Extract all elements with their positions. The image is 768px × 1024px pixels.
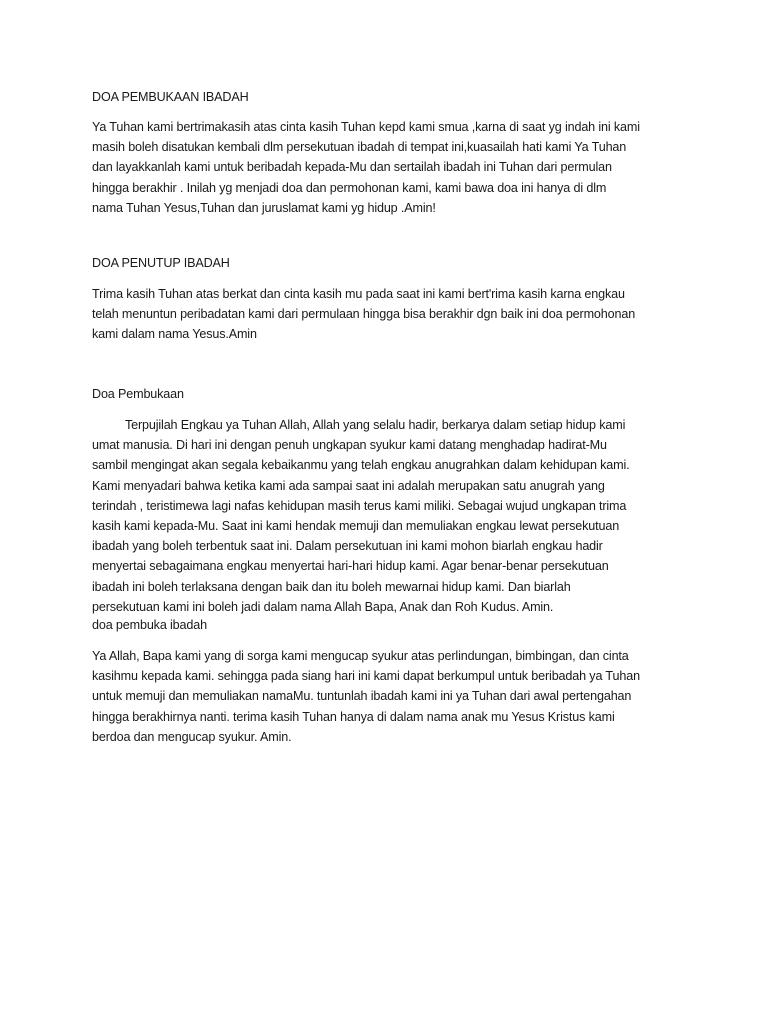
heading-doa-pembuka-ibadah <box>92 615 207 635</box>
text-line: untuk memuji dan memuliakan namaMu. tuntunlah ibadah kami ini ya Tuhan dari awal pertengahan <box>92 689 632 704</box>
text-line: hingga berakhirnya nanti. terima kasih Tuhan hanya di dalam nama anak mu Yesus Kristus kami <box>92 709 615 724</box>
text-line: hingga berakhir . Inilah yg menjadi doa dan permohonan kami, kami bawa doa ini hanya di dlm <box>92 180 607 195</box>
text-line: menyertai sebagaimana engkau menyertai hari-hari hidup kami. Agar benar-benar persekutuan <box>92 559 609 574</box>
text-line: ibadah yang boleh terbentuk saat ini. Dalam persekutuan ini kami mohon biarlah engkau hadir <box>92 539 603 554</box>
heading-text: Doa Pembukaan <box>92 387 184 401</box>
text-line: nama Tuhan Yesus,Tuhan dan juruslamat kami yg hidup .Amin! <box>92 200 436 215</box>
heading-text: DOA PEMBUKAAN IBADAH <box>92 90 249 104</box>
paragraph-doa-penutup-ibadah <box>92 284 635 345</box>
text-line: dan layakkanlah kami untuk beribadah kepada-Mu dan sertailah ibadah ini Tuhan dari permulan <box>92 160 612 175</box>
text-line: umat manusia. Di hari ini dengan penuh ungkapan syukur kami datang menghadap hadirat-Mu <box>92 438 607 453</box>
text-line: Terpujilah Engkau ya Tuhan Allah, Allah yang selalu hadir, berkarya dalam setiap hidup kami <box>125 418 626 432</box>
text-line: Ya Tuhan kami bertrimakasih atas cinta kasih Tuhan kepd kami smua ,karna di saat yg indah ini kami <box>92 120 640 134</box>
heading-doa-penutup-ibadah <box>92 253 230 273</box>
text-line: kami dalam nama Yesus.Amin <box>92 327 257 342</box>
text-line: berdoa dan mengucap syukur. Amin. <box>92 729 292 744</box>
text-line: kasih kami kepada-Mu. Saat ini kami hendak memuji dan memuliakan engkau lewat persekutuan <box>92 519 620 534</box>
heading-text: DOA PENUTUP IBADAH <box>92 256 230 270</box>
text-line: ibadah ini boleh terlaksana dengan baik dan itu boleh mewarnai hidup kami. Dan biarlah <box>92 579 571 594</box>
text-line: terindah , teristimewa lagi nafas kehidupan masih terus kami miliki. Sebagai wujud ungkapan trima <box>92 498 627 513</box>
text-line: masih boleh disatukan kembali dlm persekutuan ibadah di tempat ini,kuasailah hati kami Ya Tuhan <box>92 140 627 155</box>
paragraph-doa-pembukaan <box>92 415 630 617</box>
text-line: Trima kasih Tuhan atas berkat dan cinta kasih mu pada saat ini kami bert'rima kasih karna engkau <box>92 287 625 301</box>
heading-text: doa pembuka ibadah <box>92 618 207 632</box>
heading-doa-pembukaan <box>92 384 184 404</box>
paragraph-doa-pembukaan-ibadah <box>92 117 640 218</box>
text-line: Ya Allah, Bapa kami yang di sorga kami mengucap syukur atas perlindungan, bimbingan, dan cinta <box>92 649 629 663</box>
paragraph-doa-pembuka-ibadah <box>92 646 640 747</box>
text-line: telah menuntun peribadatan kami dari permulaan hingga bisa berakhir dgn baik ini doa permohonan <box>92 307 636 322</box>
text-line: sambil mengingat akan segala kebaikanmu yang telah engkau anugrahkan dalam kehidupan kami. <box>92 458 630 473</box>
text-line: persekutuan kami ini boleh jadi dalam nama Allah Bapa, Anak dan Roh Kudus. Amin. <box>92 599 554 614</box>
heading-doa-pembukaan-ibadah <box>92 87 249 107</box>
text-line: Kami menyadari bahwa ketika kami ada sampai saat ini adalah merupakan satu anugrah yang <box>92 478 605 493</box>
text-line: kasihmu kepada kami. sehingga pada siang hari ini kami dapat berkumpul untuk beribadah ya Tuhan <box>92 669 640 684</box>
